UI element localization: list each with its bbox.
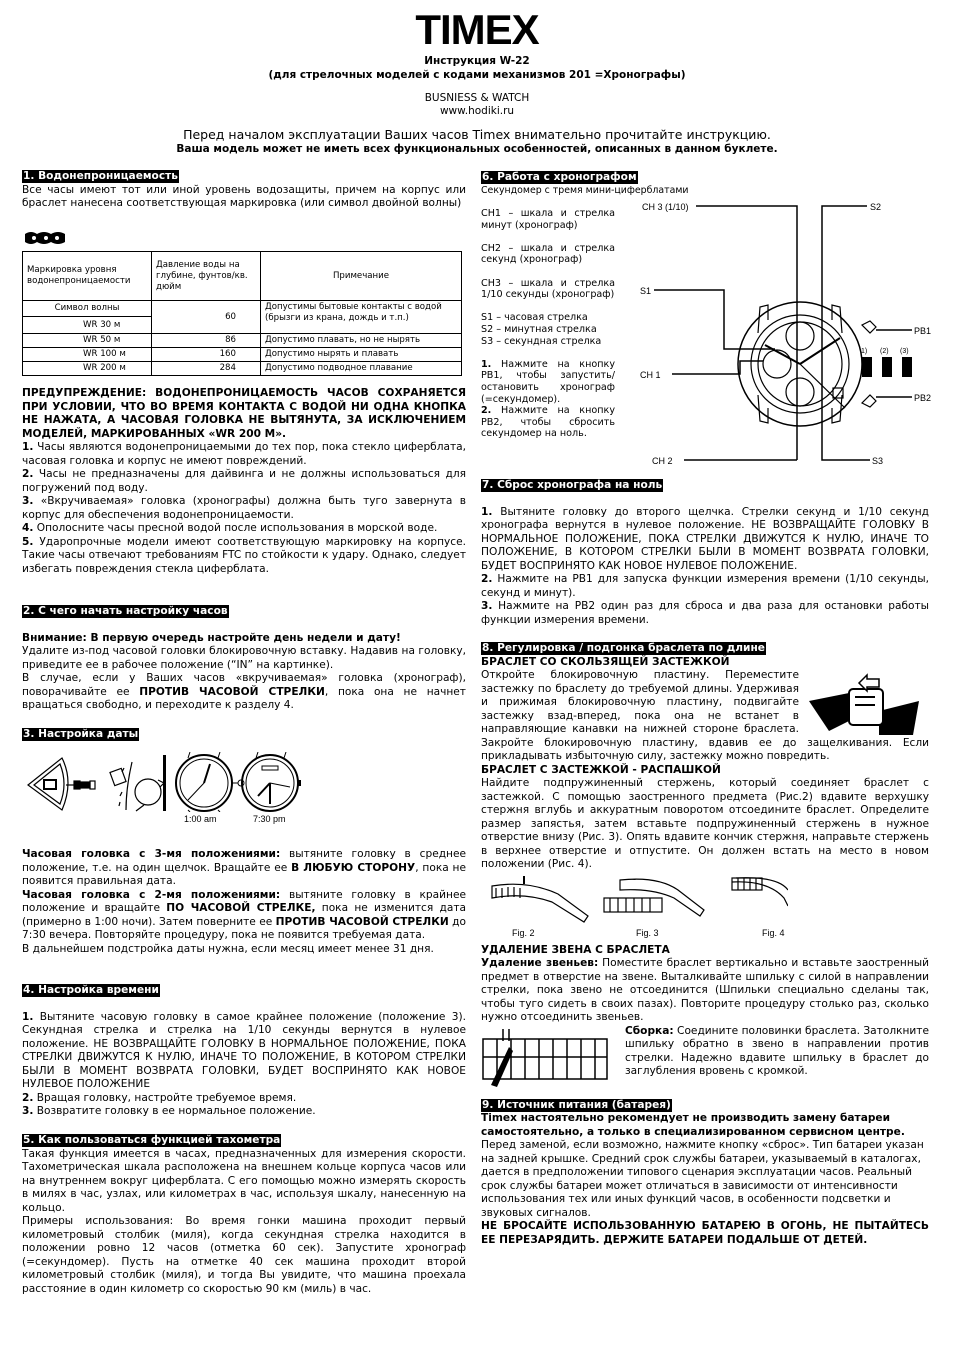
bracelet-figures [488,876,788,926]
label-s1: S1 [640,286,652,296]
paragraph: Timex настоятельно рекомендует не производить замену батареи самостоятельно, а только в специализированном сервисном центре. Перед заменой, если возможно, нажмите кнопку «сброс». Тип батареи указан на задней крышке. Средний срок службы батареи, указываемый в каталогах, дается в предположении типового сценария эксплуатации часов. Реальный срок службы батареи может отличаться в зависимости от интенсивности использования тех или иных функций часов, в особенности подсветки и звуковых сигналов. [481,1112,924,1219]
table-row [23,362,462,376]
water-warning-block [22,387,466,576]
paragraph: В дальнейшем подстройка даты нужна, если месяц имеет менее 31 дня. [22,942,434,955]
table-cell: 86 [152,334,261,348]
table-cell: 284 [152,362,261,376]
paragraph: Найдите подпружиненный стержень, который соединяет браслет с застежкой. С помощью заостренного предмета (Рис.2) вдавите верхушку стержня вглубь и аккуратным поворотом отсоедините браслет. Определите размер запястья, затем вставьте подпружиненный стержень в нужное отверстие внизу (Рис. 3). Опять вдавите кончик стержня, направьте стержень в верхнее отверстие и отпустите. Он должен встать на место в новом положении (Рис. 4). [481,777,929,870]
label-ch3: CH 3 (1/10) [642,202,689,212]
water-resistance-table [22,251,462,376]
table-row [23,348,462,362]
table-cell: Допустимо плавать, но не нырять [261,334,462,348]
double-wave-icon [24,230,66,246]
date-setting-text [22,848,466,956]
legend-s3: S3 – секундная стрелка [481,335,602,347]
list-item: 1. Вытяните головку до второго щелчка. Стрелки секунд и 1/10 секунд хронографа вернутся в нулевое положение. НЕ ВОЗВРАЩАЙТЕ ГОЛОВКУ В НОРМАЛЬНОЕ ПОЛОЖЕНИЕ, ПОКА СТРЕЛКИ ДВИЖУТСЯ К НУЛЮ, ИНАЧЕ ТО ПОЛОЖЕНИЕ, В КОТОРОМ СТРЕЛКИ БЫЛИ В МОМЕНТ ВОЗВРАТА ГОЛОВКИ, БУДЕТ ВОСПРИНЯТО КАК НОВОЕ НУЛЕВОЕ ПОЛОЖЕНИЕ. [481,505,929,572]
table-cell: Допустимы бытовые контакты с водой (брызги из крана, дождь и т.п.) [261,301,462,334]
figure-label: Fig. 4 [762,927,785,938]
legend-ch3: CH3 – шкала и стрелка 1/10 секунды (хронограф) [481,277,615,301]
legend-s1: S1 – часовая стрелка [481,312,588,324]
crown-position-label: (2) [880,348,889,355]
label-s3: S3 [872,456,884,466]
paragraph: Часовая головка с 2-мя положениями: вытяните головку в крайнее положение и вращайте ПО ЧАСОВОЙ СТРЕЛКЕ, пока не изменится дата (примерно в 1:00 ночи). Затем поверните ее ПРОТИВ ЧАСОВОЙ СТРЕЛКИ до 7:30 вечера. Повторяйте процедуру, пока не появится требуемая дата. [22,888,466,941]
paragraph: Удаление звеньев: Поместите браслет вертикально и вставьте заостренный предмет в отверстие на звене. Выталкивайте шпильку с силой в направлении стрелки, пока звено не отсоединится (Шпильки специально сделаны так, чтобы туго сидеть в своих пазах). Повторите процедуру столько раз, сколько нужно отсоединить звеньев. [481,957,930,1023]
battery-warning: НЕ БРОСАЙТЕ ИСПОЛЬЗОВАННУЮ БАТАРЕЮ В ОГОНЬ, НЕ ПЫТАЙТЕСЬ ЕЕ ПЕРЕЗАРЯДИТЬ. ДЕРЖИТЕ БАТАРЕИ ПОДАЛЬШЕ ОТ ДЕТЕЙ. [481,1220,929,1246]
table-cell: WR 50 м [23,334,152,348]
table-cell: Символ волны [23,301,152,317]
list-item: 1. Нажмите на кнопку PB1, чтобы запустить/остановить хронограф (=секундомер). [481,358,615,405]
paragraph: Откройте блокировочную пластину. Переместите застежку по браслету до требуемой длины. Удерживая и прижимая блокировочную пластину, подвигайте застежку взад-вперед, пока она не встанет в направляющие канавки на нижней стороне браслета. Закройте блокировочную пластину, вдавив ее до защелкивания. Если прикладывать избыточную силу, застежку можно повредить. [481,669,929,762]
list-item: 2. Вращая головку, настройте требуемое время. [22,1091,297,1104]
table-cell: 160 [152,348,261,362]
paragraph: Такая функция имеется в часах, предназначенных для измерения скорости. Тахометрическая шкала расположена на внешнем кольце корпуса часов или на внутреннем вокруг циферблата. С его помощью можно измерять скорость в милях в час, узлах, или километрах в час, используя шкалу, нанесенную на кольцо. [22,1147,466,1214]
section-time-setting [22,984,466,1119]
date-setting-illustration [22,752,302,812]
figure-label: Fig. 3 [636,927,659,938]
table-cell: Допустимо нырять и плавать [261,348,462,362]
doc-subtitle: (для стрелочных моделей с кодами механизмов 201 =Хронографы) [268,69,686,81]
table-cell: WR 200 м [23,362,152,376]
table-header: Примечание [261,252,462,301]
paragraph: Удалите из-под часовой головки блокировочную вставку. Надавив на головку, приведите ее в рабочее положение (“IN” на картинке). [22,645,466,671]
label-pb1: PB1 [914,326,932,336]
legend-ch2: CH2 – шкала и стрелка секунд (хронограф) [481,242,615,266]
sliding-clasp-illustration [809,671,929,735]
subheading: УДАЛЕНИЕ ЗВЕНА С БРАСЛЕТА [481,943,670,956]
list-item: 3. Возвратите головку в ее нормальное положение. [22,1105,316,1117]
figure-label: 7:30 pm [253,814,286,824]
list-item: 1. Вытяните часовую головку в самое крайнее положение (положение 3). Секундная стрелка и стрелка на 1/10 секунды вернутся в нулевое положение. НЕ ВОЗВРАЩАЙТЕ ГОЛОВКУ В НОРМАЛЬНОЕ ПОЛОЖЕНИЕ, ПОКА СТРЕЛКИ ДВИЖУТСЯ К НУЛЮ, ИНАЧЕ ТО ПОЛОЖЕНИЕ, В КОТОРОМ СТРЕЛКИ БЫЛИ В МОМЕНТ ВОЗВРАТА ГОЛОВКИ, БУДЕТ ВОСПРИНЯТО КАК НОВОЕ НУЛЕВОЕ ПОЛОЖЕНИЕ [22,1010,466,1090]
section-water-resistance [22,170,466,211]
section-getting-started [22,605,466,713]
paragraph: Примеры использования: Во время гонки машина проходит первый километровый столбик (миля), когда секундная стрелка находится в положении ровно 12 часов (отметка 60 сек). Запустите хронограф (=секундомер). Пусть на отметке 40 сек машина проходит второй километровый столбик (миля), и тогда Вы увидите, что машина проехала расстояние в один километр со скоростью 90 км (миль) в час. [22,1215,466,1295]
section-heading: 8. Регулировка / подгонка браслета по длине [482,642,765,654]
list-item: 2. Нажмите на PB1 для запуска функции измерения времени (1/10 секунды, секунд и минут). [481,573,929,599]
section-heading: 5. Как пользоваться функцией тахометра [23,1134,281,1146]
company-name: BUSNIESS & WATCH [424,92,530,104]
list-item: 2. Нажмите на кнопку PB2, чтобы сбросить секундомер на ноль. [481,405,615,440]
legend-s2: S2 – минутная стрелка [481,323,597,335]
list-item: 3. Нажмите на PB2 один раз для сброса и два раза для остановки работы функции измерения времени. [481,600,929,626]
table-cell: 60 [152,301,261,334]
section-heading: 9. Источник питания (батарея) [482,1098,671,1111]
label-ch1: CH 1 [640,370,661,380]
timex-logo: TIMEX [415,6,539,53]
table-cell: Допустимо подводное плавание [261,362,462,376]
list-item: 5. Ударопрочные модели имеют соответствующую маркировку на корпусе. Такие часы отвечают требованиям FTC по стойкости к удару. Однако, следует избегать повреждения стекла циферблата. [22,535,466,575]
table-cell: WR 30 м [23,317,152,334]
subheading: БРАСЛЕТ С ЗАСТЕЖКОЙ - РАСПАШКОЙ [481,763,721,776]
list-item: 2. Часы не предназначены для дайвинга и не должны использоваться для погружений под воду. [22,468,466,494]
section-tachymeter [22,1134,466,1296]
label-pb2: PB2 [914,393,932,403]
chronograph-diagram [640,195,935,470]
list-item: 1. Часы являются водонепроницаемыми до тех пор, пока стекло циферблата, часовая головка и корпус не имеют повреждений. [22,441,466,467]
label-ch2: CH 2 [652,456,673,466]
section-heading: 6. Работа с хронографом [482,171,637,183]
water-warning: ПРЕДУПРЕЖДЕНИЕ: ВОДОНЕПРОНИЦАЕМОСТЬ ЧАСОВ СОХРАНЯЕТСЯ ПРИ УСЛОВИИ, ЧТО ВО ВРЕМЯ КОНТАКТА С ВОДОЙ НИ ОДНА КНОПКА НЕ НАЖАТА, А ЧАСОВАЯ ГОЛОВКА НЕ ВЫТЯНУТА, ЗА ИСКЛЮЧЕНИЕМ МОДЕЛЕЙ, МАРКИРОВАННЫХ «WR 200 M». [22,387,466,440]
list-item: 4. Ополосните часы пресной водой после использования в морской воде. [22,522,438,534]
subheading: БРАСЛЕТ СО СКОЛЬЗЯЩЕЙ ЗАСТЕЖКОЙ [481,655,730,668]
section-date-setting [22,728,466,742]
figure-label: 1:00 am [184,814,217,824]
table-header: Маркировка уровня водонепроницаемости [23,252,152,301]
section-battery [481,1099,929,1248]
intro-text: Перед началом эксплуатации Ваших часов Timex внимательно прочитайте инструкцию. [183,127,771,142]
paragraph: Часовая головка с 3-мя положениями: вытяните головку в среднее положение, т.е. на один щелчок. Вращайте ее В ЛЮБУЮ СТОРОНУ, пока не появится правильная дата. [22,848,466,887]
section-chronograph [481,171,929,197]
table-row [23,301,462,317]
table-row [23,334,462,348]
chronograph-legend [481,208,615,440]
link-removal-illustration [481,1027,611,1087]
table-cell: WR 100 м [23,348,152,362]
figure-label: Fig. 2 [512,927,535,938]
paragraph: Сборка: Соедините половинки браслета. Затолкните шпильку обратно в звено в направлении против стрелки. Надежно вдавите шпильку в браслет до заглубления вровень с кромкой. [625,1024,929,1077]
section-bracelet [481,642,929,1087]
crown-position-label: 1) [861,348,868,355]
section-subtitle: Секундомер с тремя мини-циферблатами [481,184,689,196]
section-heading: 7. Сброс хронографа на ноль [482,479,663,491]
table-header: Давление воды на глубине, фунтов/кв. дюйм [152,252,261,301]
crown-position-label: (3) [900,348,909,355]
section-intro: Все часы имеют тот или иной уровень водозащиты, причем на корпус или браслет нанесена соответствующая маркировка (или символ двойной волны) [22,183,466,209]
doc-title: Инструкция W-22 [424,55,530,67]
paragraph: В случае, если у Ваших часов «вкручиваемая» головка (хронограф), поворачивайте ее ПРОТИВ ЧАСОВОЙ СТРЕЛКИ, пока она не начнет вращаться свободно, и переходите к разделу 4. [22,672,466,711]
bracelet-figures-row [481,876,929,942]
section-heading: 3. Настройка даты [23,728,139,740]
section-heading: 2. С чего начать настройку часов [23,605,228,617]
legend-ch1: CH1 – шкала и стрелка минут (хронограф) [481,208,615,231]
section-heading: 1. Водонепроницаемость [23,170,178,182]
attention-text: Внимание: В первую очередь настройте день недели и дату! [22,631,401,644]
list-item: 3. «Вкручиваемая» головка (хронографы) должна быть туго завернута в корпус для обеспечения водонепроницаемости. [22,495,466,521]
right-column-flow [481,642,929,1247]
section-heading: 4. Настройка времени [23,984,159,996]
intro-note: Ваша модель может не иметь всех функциональных особенностей, описанных в данном буклете. [176,143,778,155]
label-s2: S2 [870,202,882,212]
site-link: www.hodiki.ru [439,105,515,117]
section-chrono-reset [481,479,929,627]
